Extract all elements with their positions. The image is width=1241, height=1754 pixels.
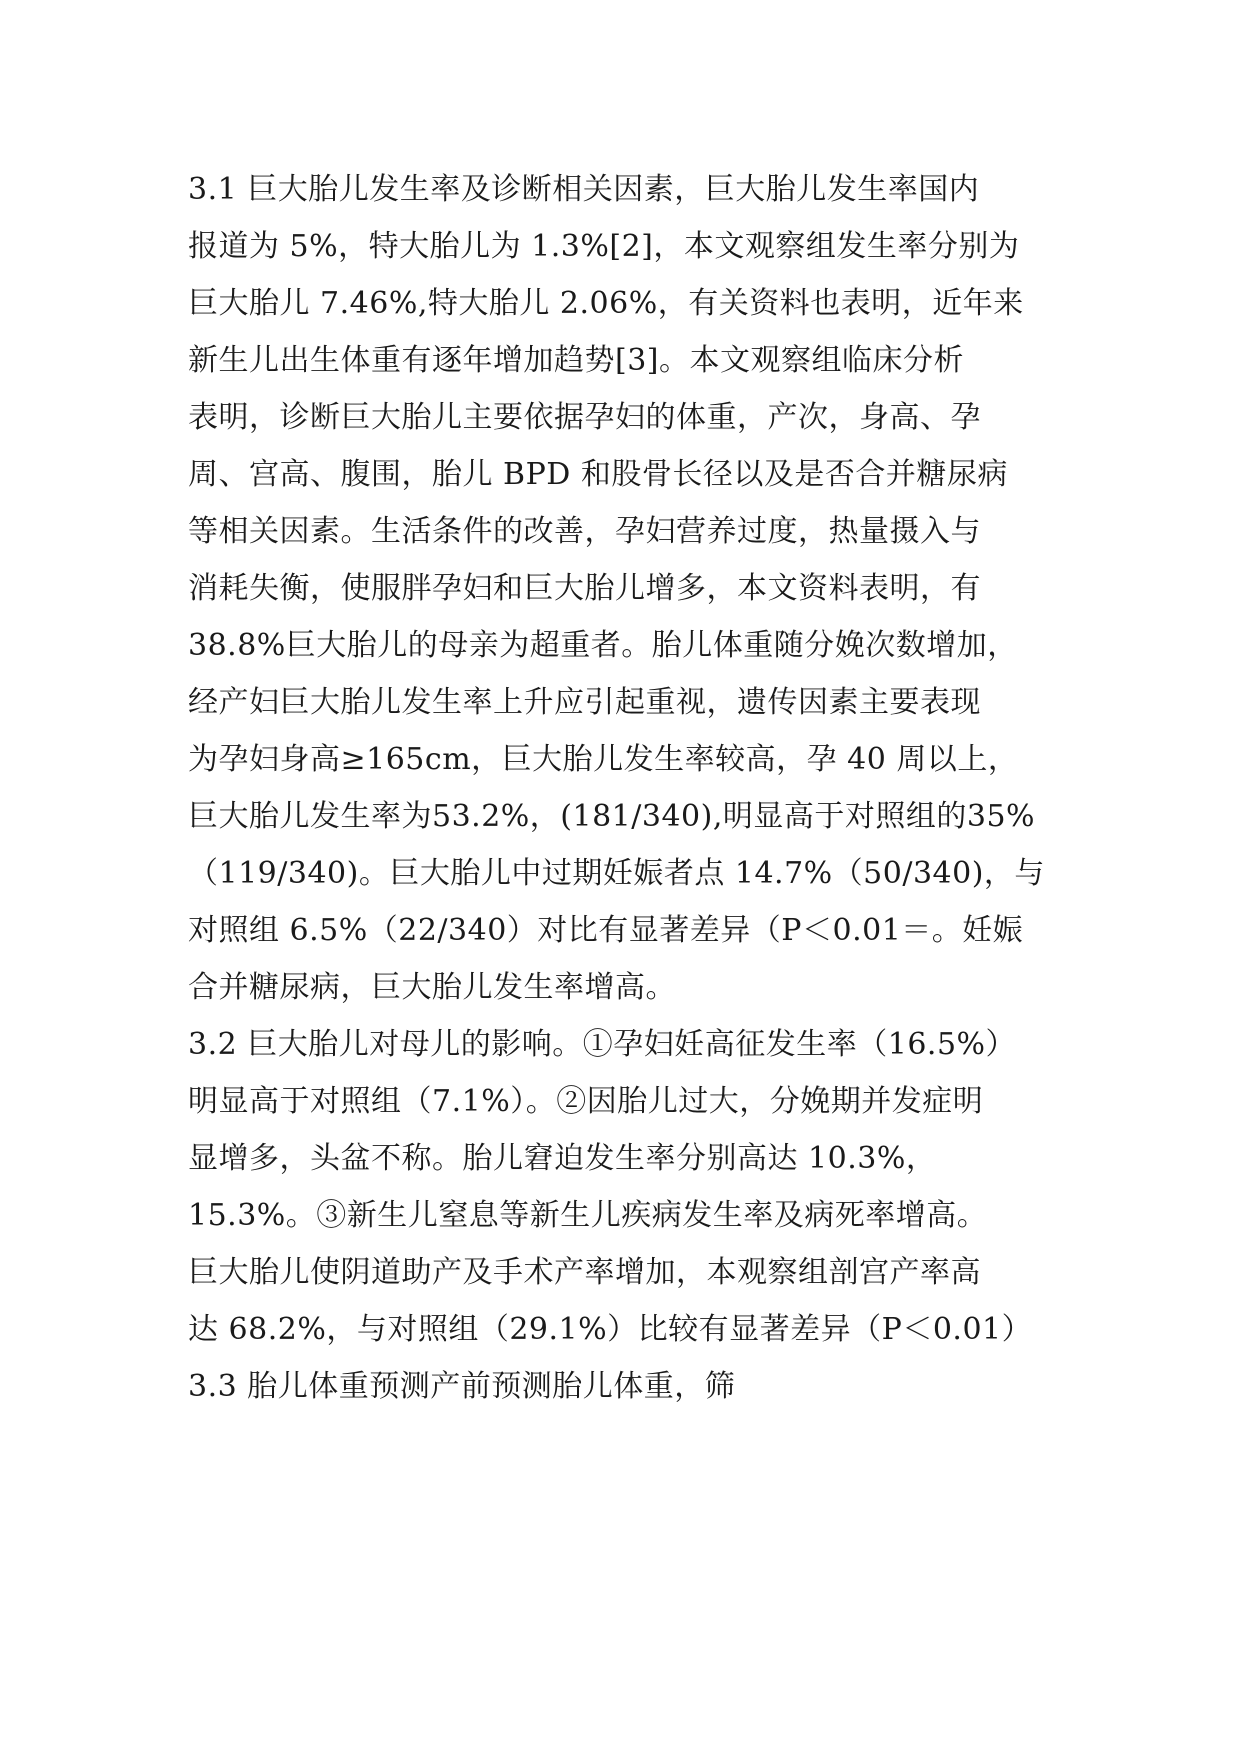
text-line: 3.1 巨大胎儿发生率及诊断相关因素，巨大胎儿发生率国内 (188, 172, 980, 207)
text-line: 为孕妇身高≥165cm，巨大胎儿发生率较高，孕 40 周以上， (188, 742, 1019, 777)
text-line: 等相关因素。生活条件的改善，孕妇营养过度，热量摄入与 (188, 514, 981, 549)
text-line: 38.8%巨大胎儿的母亲为超重者。胎儿体重随分娩次数增加， (188, 628, 1018, 663)
text-line: 15.3%。③新生儿窒息等新生儿疾病发生率及病死率增高。 (188, 1198, 988, 1233)
text-line: 巨大胎儿 7.46%,特大胎儿 2.06%，有关资料也表明，近年来 (188, 286, 1024, 321)
text-line: 显增多，头盆不称。胎儿窘迫发生率分别高达 10.3%， (188, 1141, 937, 1176)
text-line: 对照组 6.5%（22/340）对比有显著差异（P＜0.01＝。妊娠 (188, 913, 1024, 948)
text-line: 报道为 5%，特大胎儿为 1.3%[2]，本文观察组发生率分别为 (188, 229, 1020, 264)
text-line: （119/340)。巨大胎儿中过期妊娠者点 14.7%（50/340)，与 (188, 856, 1045, 891)
text-line: 周、宫高、腹围，胎儿 BPD 和股骨长径以及是否合并糖尿病 (188, 457, 1008, 492)
text-line: 3.2 巨大胎儿对母儿的影响。①孕妇妊高征发生率（16.5%） (188, 1027, 1017, 1062)
text-line: 巨大胎儿发生率为53.2%，(181/340),明显高于对照组的35% (188, 799, 1036, 834)
text-line: 经产妇巨大胎儿发生率上升应引起重视，遗传因素主要表现 (188, 685, 981, 720)
body-text (188, 161, 1068, 1415)
text-line: 巨大胎儿使阴道助产及手术产率增加，本观察组剖宫产率高 (188, 1255, 981, 1290)
text-line: 明显高于对照组（7.1%）。②因胎儿过大，分娩期并发症明 (188, 1084, 984, 1119)
text-line: 新生儿出生体重有逐年增加趋势[3]。本文观察组临床分析 (188, 343, 964, 378)
text-line: 达 68.2%，与对照组（29.1%）比较有显著差异（P＜0.01） (188, 1312, 1033, 1347)
text-line: 表明，诊断巨大胎儿主要依据孕妇的体重，产次，身高、孕 (188, 400, 981, 435)
text-line: 消耗失衡，使服胖孕妇和巨大胎儿增多，本文资料表明，有 (188, 571, 981, 606)
text-line: 3.3 胎儿体重预测产前预测胎儿体重，筛 (188, 1369, 736, 1404)
text-line: 合并糖尿病，巨大胎儿发生率增高。 (188, 970, 676, 1005)
